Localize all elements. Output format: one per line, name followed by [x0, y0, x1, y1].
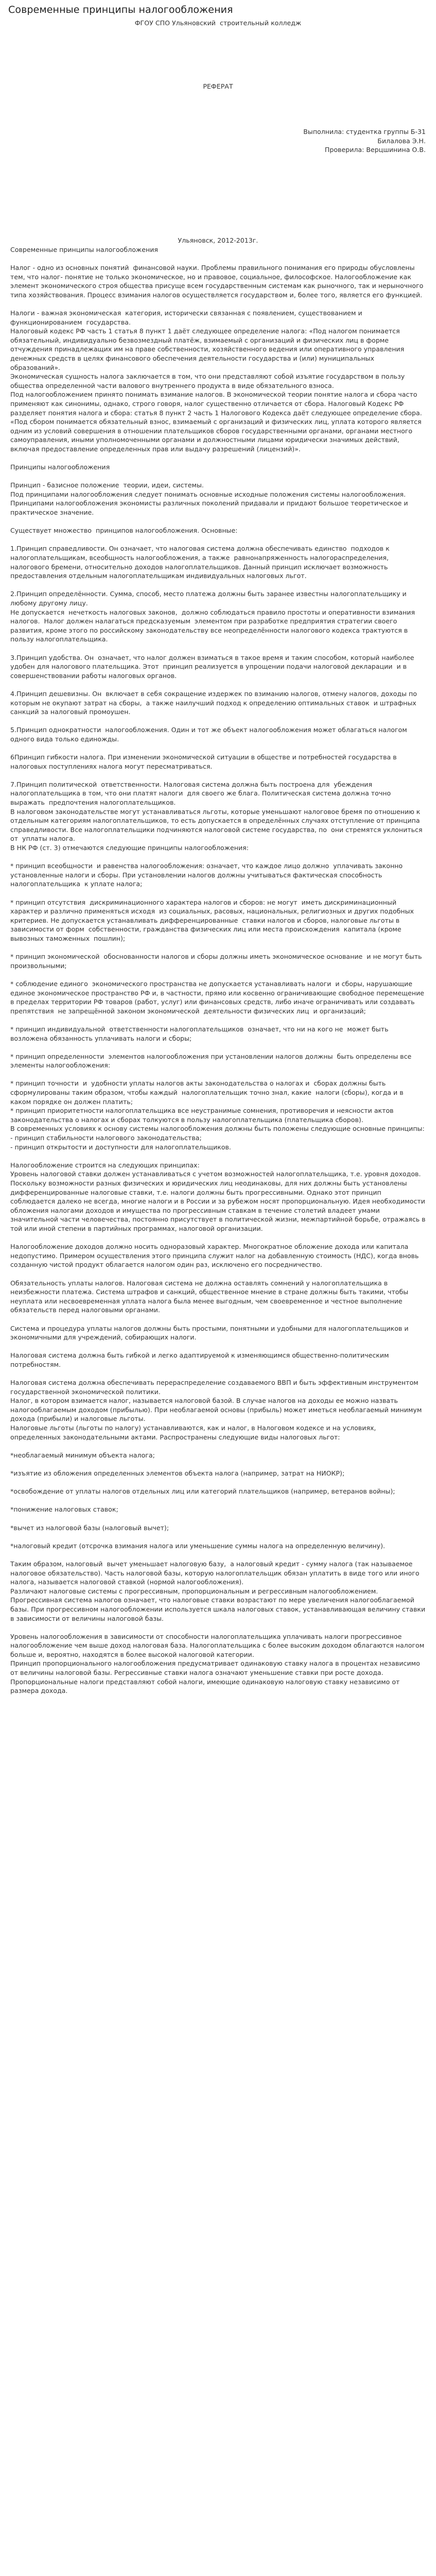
blank-line [10, 581, 426, 590]
document-paragraph: * принцип отсутствия дискриминационного характера налогов и сборов: не могут иметь дискриминационный характер и различно применяться исходя из социальных, расовых, национальных, религиозных и других подобных критериев. Не допускается устанавливать дифференцированные ставки налогов и сборов, налоговые льготы в зависимости от форм собственности, гражданства физических лиц или места происхождения капитала (кроме вывозных таможенных пошлин); [10, 898, 416, 942]
blank-line [10, 717, 426, 726]
blank-line [10, 1269, 426, 1279]
document-paragraph: Не допускается нечеткость налоговых законов, должно соблюдаться правило простоты и оперативности взимания налогов. Налог должен налагаться предсказуемым элементом при разработке предприятия стратегии своего развития, кроме этого по российскому законодательству все неопределённости налогового кодекса трактуются в пользу налогоплательщика. [10, 608, 417, 643]
document-paragraph: 7.Принцип политической ответственности. Налоговая система должна быть построена для убеждения налогоплательщика в том, что они платят налоги для своего же блага. Политическая система должна точно выражать предпочтения налогоплательщиков. [10, 780, 393, 807]
document-paragraph: Принцип пропорционального налогообложения предусматривает одинаковую ставку налога в процентах независимо от величины налоговой базы. Регрессивные ставки налога означают уменьшение ставки при росте дохода. [10, 1659, 422, 1677]
blank-line [10, 55, 426, 64]
blank-line [10, 1623, 426, 1632]
blank-line [10, 1478, 426, 1487]
blank-line [10, 1015, 426, 1025]
blank-line [10, 1369, 426, 1378]
document-paragraph: Пропорциональные налоги представляют собой налоги, имеющие одинаковую налоговую ставку независимо от размера дохода. [10, 1677, 402, 1695]
blank-line [10, 1070, 426, 1079]
blank-line [10, 91, 426, 100]
document-paragraph: *необлагаемый минимум объекта налога; [10, 1451, 155, 1459]
document-paragraph: 2.Принцип определённости. Сумма, способ, место платежа должны быть заранее известны налогоплательщику и любому другому лицу. [10, 590, 409, 607]
document-paragraph: * принцип определенности элементов налогообложения при установлении налогов должны быть определены все элементы налогообложения: [10, 1052, 414, 1070]
document-paragraph: *вычет из налоговой базы (налоговый вычет); [10, 1523, 169, 1532]
document-paragraph: Уровень налогообложения в зависимости от способности налогоплательщика уплачивать налоги прогрессивное налогообложение чем выше доход налоговая база. Налогоплательщика с более высоким доходом облагаются налогом больше и, вероятно, находятся в более высокой налоговой категории. [10, 1632, 427, 1658]
document-paragraph: * соблюдение единого экономического пространства не допускается устанавливать налоги и сборы, нарушающие единое экономическое пространство РФ и, в частности, прямо или косвенно ограничивающие свободное перемещение в пределах территории РФ товаров (работ, услуг) или финансовых средств, либо иначе ограничивать или создавать препятствия не запрещённой законом экономической деятельности физических лиц и организаций; [10, 979, 427, 1015]
blank-line [10, 517, 426, 527]
document-paragraph: Экономическая сущность налога заключается в том, что они представляют собой изъятие государством в пользу общества определенной части валового внутреннего продукта в виде обязательного взноса. [10, 372, 407, 389]
blank-line [10, 100, 426, 109]
document-paragraph: Налог, в котором взимается налог, называется налоговой базой. В случае налогов на доходы ее можно назвать налогооблагаемым доходом (прибылью). При необлагаемой основы (прибыль) может иметься необлагаемый минимум дохода (прибыли) и налоговые льготы. [10, 1397, 424, 1423]
blank-line [10, 1532, 426, 1541]
document-paragraph: Проверила: Верцшинина О.В. [324, 146, 426, 154]
blank-line [10, 155, 426, 164]
document-paragraph: Система и процедура уплаты налогов должны быть простыми, понятными и удобными для налогоплательщиков и экономичными для учреждений, собирающих налоги. [10, 1324, 411, 1342]
blank-line [10, 73, 426, 82]
blank-line [10, 744, 426, 753]
blank-line [10, 182, 426, 191]
document-paragraph: Налоговый кодекс РФ часть 1 статья 8 пункт 1 даёт следующее определение налога: «Под налогом понимается обязательный, индивидуально безвозмездный платёж, взимаемый с организаций и физических лиц в форме отчуждения принадлежащих им на праве собственности, хозяйственного ведения или оперативного управления денежных средств в целях финансового обеспечения деятельности государства и (или) муниципальных образований». [10, 327, 407, 371]
document-paragraph: Принцип - базисное положение теории, идеи, системы. [10, 481, 204, 489]
blank-line [10, 472, 426, 481]
document-paragraph: Уровень налоговой ставки должен устанавливаться с учетом возможностей налогоплательщика, т.е. уровня доходов. Поскольку возможности разных физических и юридических лиц неодинаковы, для них должны быть установлены дифференцированные налоговые ставки, т.е. налоги должны быть прогрессивными. Однако этот принцип соблюдается далеко не всегда, многие налоги и в России и за рубежом носят пропорциональную. Идея необходимости обложения налогами доходов и имущества по прогрессивным ставкам в течение столетий владеет умами значительной части человечества, постоянно присутствует в политической жизни, межпартийной борьбе, отражаясь в той или иной степени в партийных программах, налоговой организации. [10, 1170, 428, 1232]
document-paragraph: *освобождение от уплаты налогов отдельных лиц или категорий плательщиков (например, ветеранов войны); [10, 1487, 395, 1496]
blank-line [10, 1514, 426, 1523]
blank-line [10, 299, 426, 309]
document-paragraph: * принцип точности и удобности уплаты налогов акты законодательства о налогах и сборах должны быть сформулированы таким образом, чтобы каждый налогоплательщик точно знал, какие налоги (сборы), когда и в каком порядке он должен платить; [10, 1079, 406, 1106]
document-paragraph: Билалова Э.Н. [377, 137, 426, 145]
document-paragraph: 1.Принцип справедливости. Он означает, что налоговая система должна обеспечивать единство подходов к налогоплательщикам, всеобщность налогообложения, а также равнонапряженность налогораспределения, налогового бремени, относительно доходов налогоплательщиков. Данный принцип исключает возможность предоставления отдельным налогоплательщикам индивидуальных налоговых льгот. [10, 545, 392, 580]
document-paragraph: ФГОУ СПО Ульяновский строительный колледж [134, 19, 302, 27]
document-paragraph: - принцип стабильности налогового законодательства; [10, 1134, 202, 1142]
document-paragraph: В НК РФ (ст. 3) отмечаются следующие принципы налогообложения: [10, 844, 249, 852]
blank-line [10, 644, 426, 653]
blank-line [10, 254, 426, 263]
blank-line [10, 109, 426, 118]
document-paragraph: 4.Принцип дешевизны. Он включает в себя сокращение издержек по взиманию налогов, отмену налогов, доходы по которым не окупают затрат на сборы, а также наилучший подход к определению оптимальных ставок и штрафных санкций за налоговый промоушен. [10, 689, 419, 716]
document-paragraph: Ульяновск, 2012-2013г. [178, 236, 258, 245]
document-paragraph: Под налогообложением принято понимать взимание налогов. В экономической теории понятие налога и сбора часто применяют как синонимы, однако, строго говоря, налог существенно отличается от сбора. Налоговый Кодекс РФ разделяет понятия налога и сбора: статья 8 пункт 2 часть 1 Налогового Кодекса даёт следующее определение сбора. [10, 391, 422, 417]
document-paragraph: - принцип открытости и доступности для налогоплательщиков. [10, 1143, 231, 1151]
document-paragraph: *изъятие из обложения определенных элементов объекта налога (например, затрат на НИОКР); [10, 1469, 345, 1477]
document-paragraph: Выполнила: студентка группы Б-31 [303, 128, 426, 136]
document-paragraph: * принцип всеобщности и равенства налогообложения: означает, что каждое лицо должно уплачивать законно установленные налоги и сборы. При установлении налогов должны учитываться фактическая способность налогоплательщика к уплате налога; [10, 862, 405, 888]
blank-line [10, 1342, 426, 1351]
blank-line [10, 1550, 426, 1560]
blank-line [10, 1043, 426, 1052]
document-paragraph: Налоговые льготы (льготы по налогу) устанавливаются, как и налог, в Налоговом кодексе и на условиях, определенных законодательными актами. Распространены следующие виды налоговых льгот: [10, 1424, 378, 1441]
blank-line [10, 535, 426, 545]
blank-line [10, 46, 426, 55]
blank-line [10, 1315, 426, 1324]
blank-line [10, 1151, 426, 1161]
document-paragraph: В налоговом законодательстве могут устанавливаться льготы, которые уменьшают налоговое бремя по отношению к отдельным категориям налогоплательщиков, то есть допускается в определённых случаях отступление от принципа справедливости. Все налогоплательщики подчиняются налоговой системе государства, по они стремятся уклониться от уплаты налога. [10, 807, 425, 843]
blank-line [10, 771, 426, 780]
blank-line [10, 680, 426, 689]
document-paragraph: Налог - одно из основных понятий финансовой науки. Проблемы правильного понимания его природы обусловлены тем, что налог- понятие не только экономическое, но и правовое, социальное, философское. Налогообложение как элемент экономического строя общества присуще всем государственным системам как рыночного, так и нерыночного типа хозяйствования. Процесс взимания налогов осуществляется государством и, более того, является его функцией. [10, 264, 426, 299]
document-paragraph: 6Принцип гибкости налога. При изменении экономической ситуации в обществе и потребностей государства в налоговых поступлениях налога могут пересматриваться. [10, 753, 399, 770]
blank-line [10, 943, 426, 953]
blank-line [10, 118, 426, 128]
document-paragraph: * принцип приоритетности налогоплательщика все неустранимые сомнения, противоречия и неясности актов законодательства о налогах и сборах толкуются в пользу налогоплательщика (плательщика сборов). [10, 1107, 396, 1124]
document-paragraph: Принципы налогообложения [10, 463, 110, 471]
blank-line [10, 164, 426, 173]
blank-line [10, 173, 426, 182]
blank-line [10, 1460, 426, 1469]
blank-line [10, 28, 426, 37]
document-paragraph: Налогообложение строится на следующих принципах: [10, 1161, 200, 1169]
blank-line [10, 227, 426, 236]
page-title: Современные принципы налогообложения [8, 4, 233, 15]
blank-line [10, 64, 426, 73]
blank-line [10, 191, 426, 200]
blank-line [10, 454, 426, 463]
blank-line [10, 1233, 426, 1243]
blank-line [10, 889, 426, 898]
blank-line [10, 1496, 426, 1505]
document-paragraph: «Под сбором понимается обязательный взнос, взимаемый с организаций и физических лиц, уплата которого является одним из условий совершения в отношении плательщиков сборов государственными органами, органами местного самоуправления, иными уполномоченными органами и должностными лицами юридически значимых действий, включая предоставление определенных прав или выдачу разрешений (лицензий)». [10, 418, 424, 453]
document-paragraph: Обязательность уплаты налогов. Налоговая система не должна оставлять сомнений у налогоплательщика в неизбежности платежа. Система штрафов и санкций, общественное мнение в стране должны быть такими, чтобы неуплата или несвоевременная уплата налога была менее выгодным, чем своевременное и честное выполнение обязательств перед налоговыми органами. [10, 1279, 411, 1314]
document-paragraph: Налоговая система должна быть гибкой и легко адаптируемой к изменяющимся общественно-политическим потребностям. [10, 1351, 391, 1368]
document-paragraph: Под принципами налогообложения следует понимать основные исходные положения системы налогообложения. Принципами налогообложения экономисты различных поколений придавали и придают большое теоретическое и практическое значение. [10, 490, 410, 517]
document-paragraph: * принцип экономической обоснованности налогов и сборы должны иметь экономическое основание и не могут быть произвольными; [10, 953, 424, 970]
document-paragraph: Существует множество принципов налогообложения. Основные: [10, 527, 238, 535]
document-paragraph: Налогообложение доходов должно носить одноразовый характер. Многократное обложение дохода или капитала недопустимо. Примером осуществления этого принципа служит налог на добавленную стоимость (НДС), когда вновь созданную чистой продукт облагается налогом один раз, исключено его посредничество. [10, 1243, 421, 1269]
document-paragraph: В современных условиях к основу системы налогообложения должны быть положены следующие основные принципы: [10, 1125, 425, 1133]
blank-line [10, 853, 426, 862]
document-paragraph: * принцип индивидуальной ответственности налогоплательщиков означает, что ни на кого не может быть возложена обязанность уплачивать налоги и сборы; [10, 1025, 391, 1042]
document-paragraph: *понижение налоговых ставок; [10, 1505, 118, 1514]
blank-line [10, 200, 426, 209]
document-paragraph: Налоговая система должна обеспечивать перераспределение создаваемого ВВП и быть эффективным инструментом государственной экономической политики. [10, 1379, 421, 1396]
document-body [7, 19, 429, 1696]
document-paragraph: Налоги - важная экономическая категория, исторически связанная с появлением, существованием и функционированием государства. [10, 309, 364, 326]
document-paragraph: *налоговый кредит (отсрочка взимания налога или уменьшение суммы налога на определенную величину). [10, 1541, 386, 1550]
document-paragraph: 5.Принцип однократности налогообложения. Один и тот же объект налогообложения может облагаться налогом одного вида только единожды. [10, 726, 409, 743]
document-paragraph: РЕФЕРАТ [203, 82, 233, 91]
document-paragraph: Таким образом, налоговый вычет уменьшает налоговую базу, а налоговый кредит - сумму налога (так называемое налоговое обязательство). Часть налоговой базы, которую налогоплательщик обязан уплатить в виде того или иного налога, называется налоговой ставкой (нормой налогообложения). [10, 1560, 422, 1586]
document-paragraph: Различают налоговые системы с прогрессивным, пропорциональным и регрессивным налогообложением. Прогрессивная система налогов означает, что налоговые ставки возрастают по мере увеличения налогооблагаемой базы. При прогрессивном налогообложении используется шкала налоговых ставок, устанавливающая величину ставки в зависимости от величины налоговой базы. [10, 1587, 428, 1622]
blank-line [10, 1442, 426, 1451]
blank-line [10, 209, 426, 218]
document-paragraph: 3.Принцип удобства. Он означает, что налог должен взиматься в такое время и таким способом, который наиболее удобен для налогового плательщика. Этот принцип реализуется в упрощении подачи налоговой декларации и в совершенствовании работы налоговых органов. [10, 653, 416, 680]
document-paragraph: Современные принципы налогообложения [10, 245, 158, 253]
blank-line [10, 218, 426, 227]
blank-line [10, 37, 426, 46]
blank-line [10, 970, 426, 979]
